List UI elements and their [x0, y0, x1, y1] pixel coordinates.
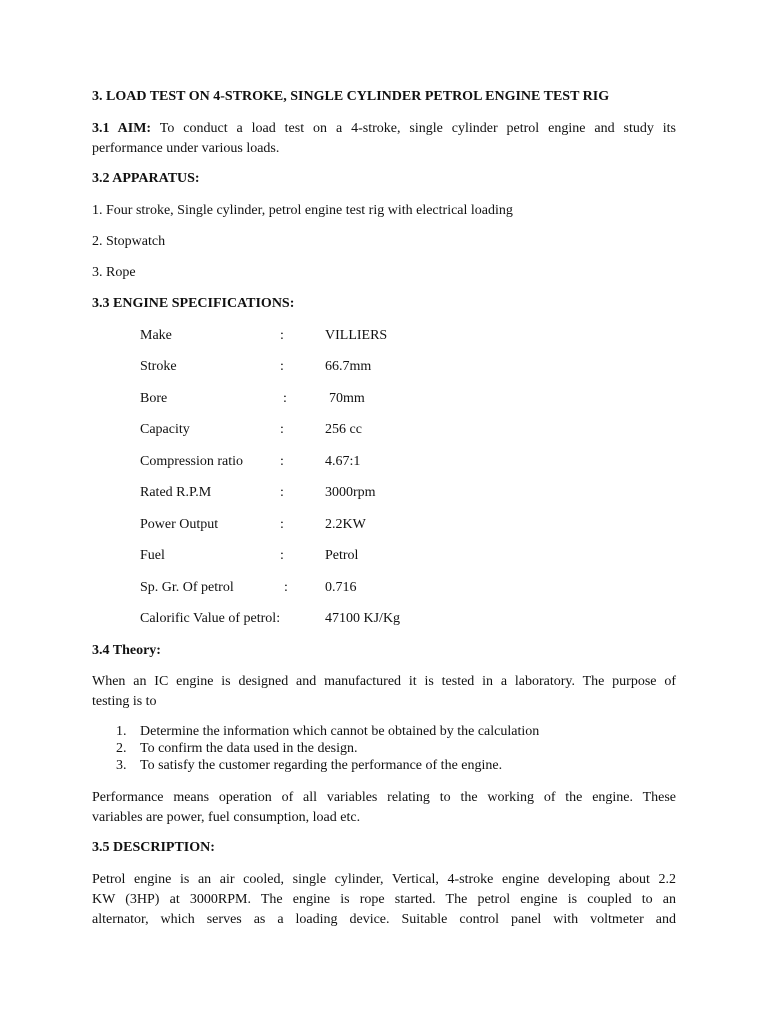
spec-label: Compression ratio: [140, 454, 244, 469]
spec-label: Sp. Gr. Of petrol: [140, 580, 234, 595]
spec-value: 2.2KW: [325, 517, 366, 532]
spec-colon: :: [280, 485, 284, 500]
description-line-1: Petrol engine is an air cooled, single cylinder, Vertical, 4-stroke engine developing about 2.2: [92, 872, 676, 887]
apparatus-item-1: 1. Four stroke, Single cylinder, petrol engine test rig with electrical loading: [92, 203, 513, 218]
spec-colon: :: [280, 548, 284, 563]
aim-label: 3.1 AIM:: [92, 121, 152, 136]
spec-label: Bore: [140, 391, 168, 406]
spec-label: Rated R.P.M: [140, 485, 212, 500]
spec-value: 4.67:1: [325, 454, 361, 469]
list-item-number: 1.: [116, 724, 127, 739]
list-item-text: To confirm the data used in the design.: [140, 741, 358, 756]
description-line-3: alternator, which serves as a loading device. Suitable control panel with voltmeter and: [92, 912, 676, 927]
spec-colon: :: [280, 422, 284, 437]
apparatus-item-3: 3. Rope: [92, 265, 136, 280]
spec-colon: :: [280, 359, 284, 374]
performance-paragraph: [92, 788, 676, 828]
spec-value: Petrol: [325, 548, 359, 563]
list-item-text: Determine the information which cannot be obtained by the calculation: [140, 724, 540, 739]
list-item-number: 3.: [116, 758, 127, 773]
spec-value: 0.716: [325, 580, 357, 595]
performance-line-2: variables are power, fuel consumption, load etc.: [92, 810, 361, 825]
theory-intro: [92, 672, 676, 712]
spec-label: Capacity: [140, 422, 190, 437]
spec-colon: :: [284, 580, 288, 595]
apparatus-item-2: 2. Stopwatch: [92, 234, 166, 249]
theory-heading: 3.4 Theory:: [92, 643, 161, 658]
spec-label: Calorific Value of petrol:: [140, 611, 281, 626]
spec-colon: :: [280, 328, 284, 343]
performance-line-1: Performance means operation of all variables relating to the working of the engine. These: [92, 790, 676, 805]
aim-text-line-2: performance under various loads.: [92, 141, 280, 156]
document-title: 3. LOAD TEST ON 4-STROKE, SINGLE CYLINDER PETROL ENGINE TEST RIG: [92, 89, 610, 104]
spec-colon: :: [280, 517, 284, 532]
theory-intro-line-2: testing is to: [92, 694, 157, 709]
list-item-number: 2.: [116, 741, 127, 756]
theory-intro-line-1: When an IC engine is designed and manufactured it is tested in a laboratory. The purpose of: [92, 674, 676, 689]
spec-value: 47100 KJ/Kg: [325, 611, 401, 626]
spec-label: Make: [140, 328, 172, 343]
spec-value: 3000rpm: [325, 485, 376, 500]
spec-value: VILLIERS: [325, 328, 388, 343]
spec-value: 70mm: [329, 391, 365, 406]
description-paragraph: [92, 870, 676, 930]
spec-label: Power Output: [140, 517, 219, 532]
spec-colon: :: [280, 454, 284, 469]
description-heading: 3.5 DESCRIPTION:: [92, 840, 215, 855]
list-item-text: To satisfy the customer regarding the performance of the engine.: [140, 758, 503, 773]
spec-colon: :: [283, 391, 287, 406]
description-line-2: KW (3HP) at 3000RPM. The engine is rope started. The petrol engine is coupled to an: [92, 892, 676, 907]
spec-label: Fuel: [140, 548, 165, 563]
aim-paragraph: [92, 119, 676, 159]
spec-value: 66.7mm: [325, 359, 372, 374]
specs-heading: 3.3 ENGINE SPECIFICATIONS:: [92, 296, 295, 311]
spec-value: 256 cc: [325, 422, 362, 437]
aim-text-line-1: To conduct a load test on a 4-stroke, single cylinder petrol engine and study its: [159, 121, 676, 136]
spec-label: Stroke: [140, 359, 177, 374]
apparatus-heading: 3.2 APPARATUS:: [92, 171, 200, 186]
